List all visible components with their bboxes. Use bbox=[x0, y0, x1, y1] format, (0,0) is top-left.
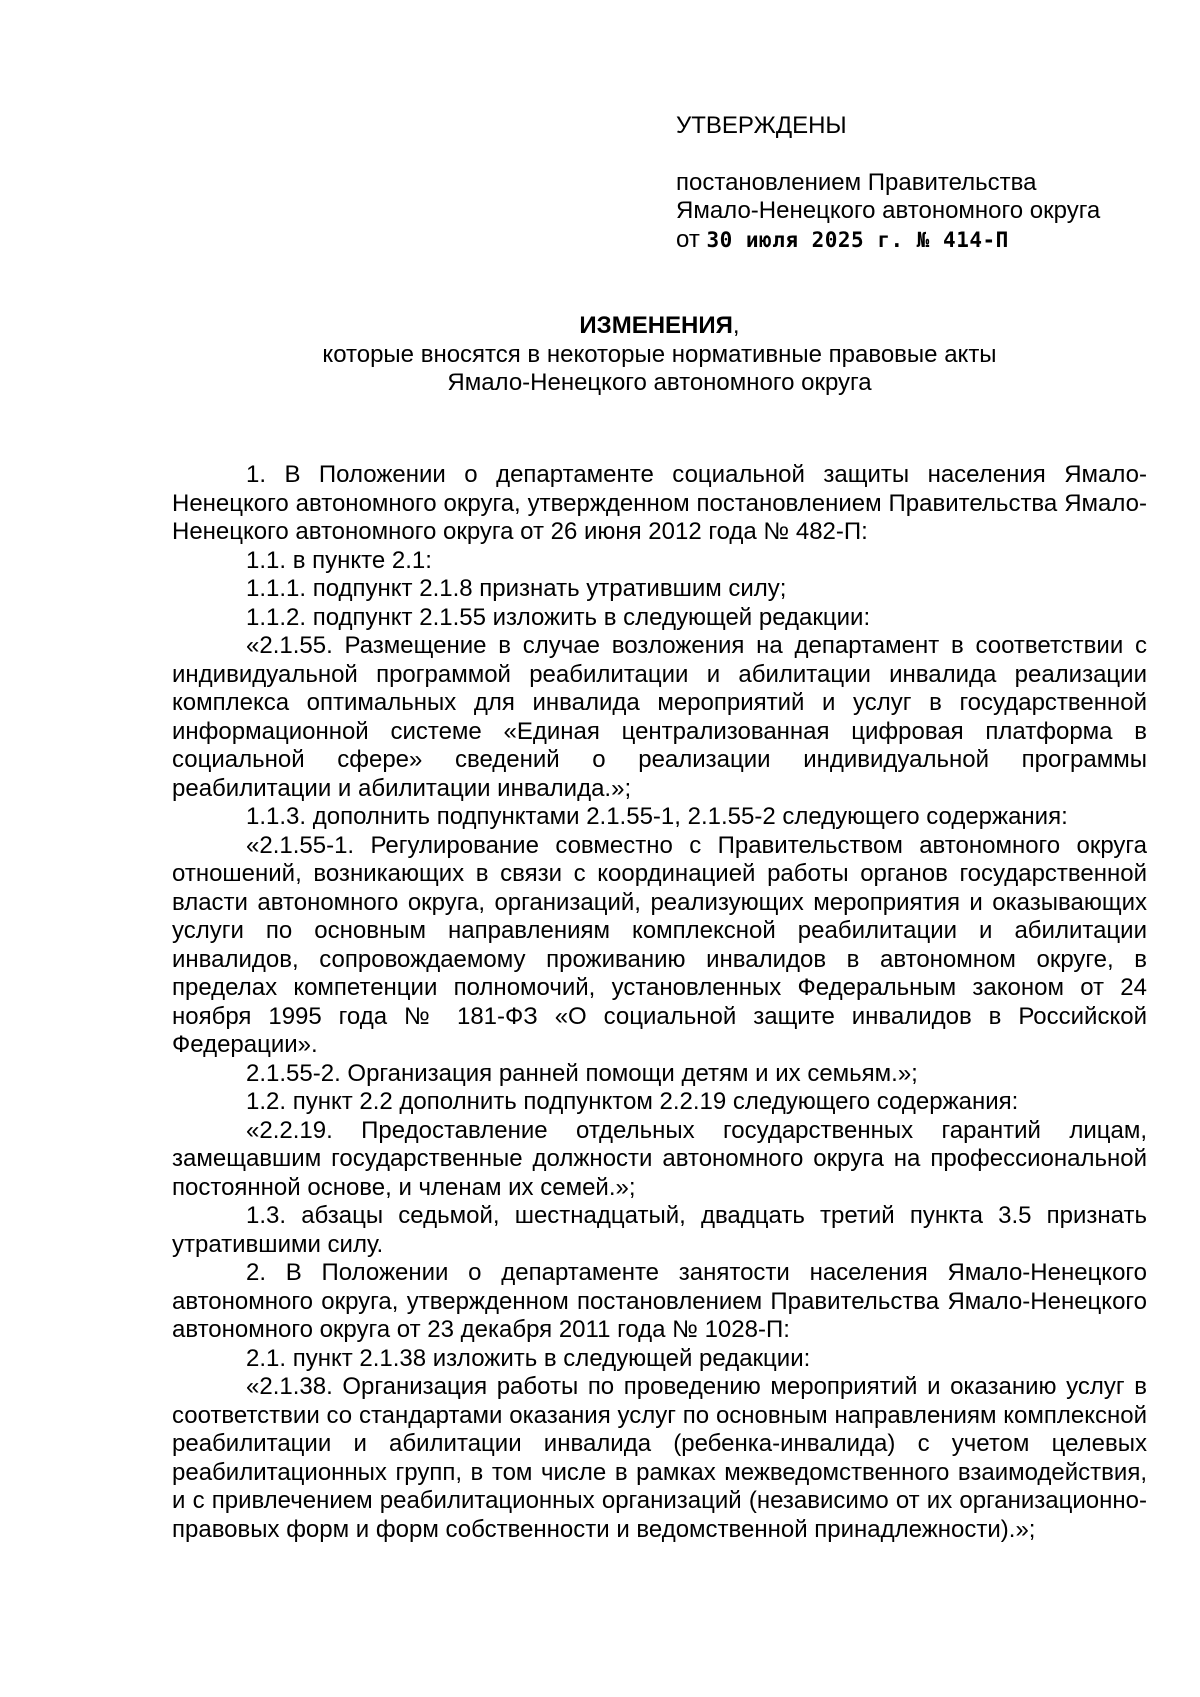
heading-title-suffix: , bbox=[732, 312, 740, 339]
approval-line-2: Ямало-Ненецкого автономного округа bbox=[676, 197, 1101, 224]
paragraph: 2. В Положении о департаменте занятости населения Ямало-Ненецкого автономного округа, утвержденном постановлением Правительства Ямало-Ненецкого автономного округа от 23 декабря 2011 года № 1028-П: bbox=[172, 1259, 1147, 1343]
approval-stamp: УТВЕРЖДЕНЫ bbox=[676, 112, 847, 139]
heading-subtitle-1: которые вносятся в некоторые нормативные правовые акты bbox=[322, 340, 997, 368]
paragraph: 1.3. абзацы седьмой, шестнадцатый, двадцать третий пункта 3.5 признать утратившими силу. bbox=[172, 1202, 1147, 1258]
approval-date-number: 30 июля 2025 г. № 414-П bbox=[706, 227, 1009, 252]
heading-title-line bbox=[172, 312, 1147, 341]
heading-subtitle-2: Ямало-Ненецкого автономного округа bbox=[447, 369, 872, 396]
paragraph: 1.1.1. подпункт 2.1.8 признать утратившим силу; bbox=[246, 575, 787, 602]
paragraph: 2.1.55-2. Организация ранней помощи детям и их семьям.»; bbox=[246, 1059, 918, 1087]
heading-title: ИЗМЕНЕНИЯ bbox=[579, 312, 733, 339]
approval-date-prefix: от bbox=[676, 225, 700, 253]
paragraph: 2.1. пункт 2.1.38 изложить в следующей редакции: bbox=[246, 1344, 811, 1372]
document-body bbox=[172, 461, 1147, 1544]
document-heading bbox=[172, 312, 1147, 398]
approval-block bbox=[676, 112, 1100, 254]
paragraph: 1.2. пункт 2.2 дополнить подпунктом 2.2.19 следующего содержания: bbox=[246, 1088, 1019, 1115]
paragraph: «2.2.19. Предоставление отдельных государственных гарантий лицам, замещавшим государственные должности автономного округа на профессиональной постоянной основе, и членам их семей.»; bbox=[172, 1116, 1147, 1201]
paragraph: 1. В Положении о департаменте социальной защиты населения Ямало-Ненецкого автономного округа, утвержденном постановлением Правительства Ямало-Ненецкого автономного округа от 26 июня 2012 года № 482-П: bbox=[172, 461, 1147, 545]
paragraph: 1.1. в пункте 2.1: bbox=[246, 546, 432, 574]
approval-date-line bbox=[676, 226, 1100, 255]
paragraph: 1.1.3. дополнить подпунктами 2.1.55-1, 2.1.55-2 следующего содержания: bbox=[246, 803, 1068, 830]
paragraph: «2.1.38. Организация работы по проведению мероприятий и оказанию услуг в соответствии со стандартами оказания услуг по основным направлениям комплексной реабилитации и абилитации инвалида (ребенка-инвалида) с учетом целевых реабилитационных групп, в том числе в рамках межведомственного взаимодействия, и с привлечением реабилитационных организаций (независимо от их организационно-правовых форм и форм собственности и ведомственной принадлежности).»; bbox=[172, 1373, 1147, 1543]
approval-line-1: постановлением Правительства bbox=[676, 168, 1037, 196]
paragraph: «2.1.55. Размещение в случае возложения на департамент в соответствии с индивидуальной программой реабилитации и абилитации инвалида реализации комплекса оптимальных для инвалида мероприятий и услуг в государственной информационной системе «Единая централизованная цифровая платформа в социальной сфере» сведений о реализации индивидуальной программы реабилитации и абилитации инвалида.»; bbox=[172, 632, 1147, 802]
paragraph: 1.1.2. подпункт 2.1.55 изложить в следующей редакции: bbox=[246, 603, 871, 631]
paragraph: «2.1.55-1. Регулирование совместно с Правительством автономного округа отношений, возникающих в связи с координацией работы органов государственной власти автономного округа, организаций, реализующих мероприятия и оказывающих услуги по основным направлениям комплексной реабилитации и абилитации инвалидов, сопровождаемому проживанию инвалидов в автономном округе, в пределах компетенции полномочий, установленных Федеральным законом от 24 ноября 1995 года № 181-ФЗ «О социальной защите инвалидов в Российской Федерации». bbox=[172, 831, 1147, 1058]
